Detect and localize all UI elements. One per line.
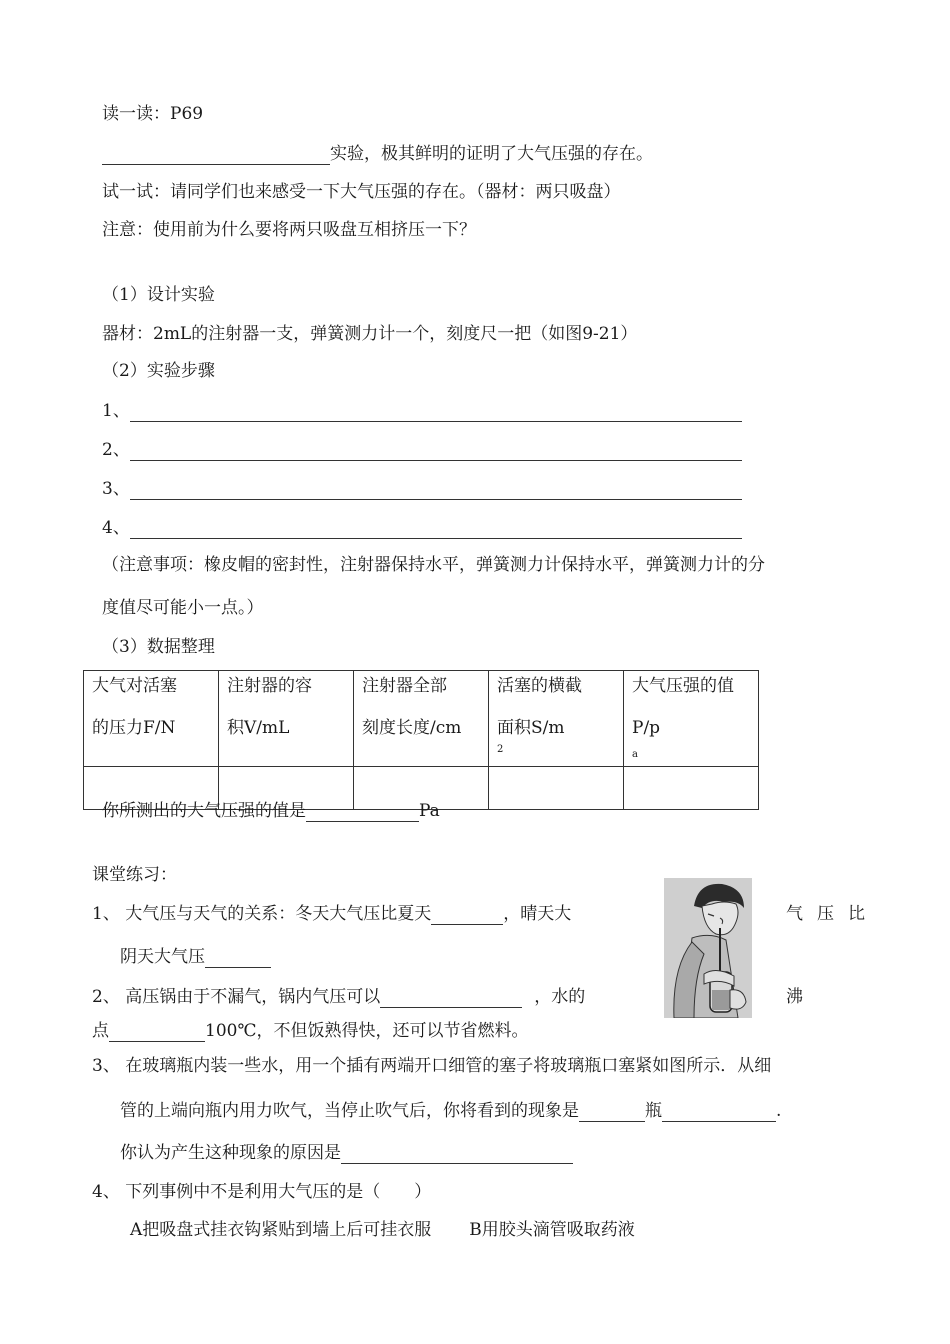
q3-line-3: 你认为产生这种现象的原因是	[120, 1142, 573, 1164]
try-line	[102, 181, 621, 203]
experiment-text: 实验，极其鲜明的证明了大气压强的存在。	[330, 144, 653, 164]
step-2-label: 2、	[102, 440, 130, 460]
step-1	[102, 400, 742, 422]
step-3	[102, 478, 742, 500]
exercise-heading	[92, 864, 177, 886]
design-heading	[102, 284, 215, 306]
q1-blank-2[interactable]	[205, 949, 271, 968]
table-header-row	[84, 671, 759, 767]
data-title-text: （3）数据整理	[102, 637, 215, 657]
q4-option-b[interactable]: B用胶头滴管吸取药液	[469, 1220, 635, 1240]
cell-pressure[interactable]	[624, 767, 759, 810]
step-3-blank[interactable]	[130, 481, 742, 500]
step-4-label: 4、	[102, 518, 130, 538]
steps-title-text: （2）实验步骤	[102, 361, 215, 381]
q2-line-1: 2、 高压锅由于不漏气，锅内气压可以 ，水的	[92, 987, 586, 1007]
q3-line-1: 3、 在玻璃瓶内装一些水，用一个插有两端开口细管的塞子将玻璃瓶口塞紧如图所示．从细	[92, 1056, 772, 1076]
step-4-blank[interactable]	[130, 520, 742, 539]
q1-line-2: 阴天大气压	[120, 946, 271, 968]
read-text: 读一读：P69	[102, 104, 204, 124]
q3-line-2: 管的上端向瓶内用力吹气，当停止吹气后，你将看到的现象是 瓶 .	[120, 1101, 782, 1121]
experiment-blank[interactable]	[102, 146, 330, 165]
q1-tail: 气压比	[786, 904, 879, 924]
q2-blank-1[interactable]	[380, 989, 522, 1008]
boy-blowing-bottle-illustration	[664, 878, 752, 1018]
steps-heading	[102, 360, 215, 382]
measured-blank[interactable]	[306, 803, 419, 822]
data-table	[83, 670, 759, 810]
design-text: （1）设计实验	[102, 285, 215, 305]
q3-blank-2[interactable]	[662, 1103, 776, 1122]
step-4	[102, 517, 742, 539]
header-force: 大气对活塞 的压力F/N	[84, 671, 219, 767]
caution-text-1: （注意事项：橡皮帽的密封性，注射器保持水平，弹簧测力计保持水平，弹簧测力计的分	[102, 555, 765, 575]
cell-area[interactable]	[489, 767, 624, 810]
q2-tail: 沸	[786, 987, 803, 1007]
q2-line-2: 点 100℃，不但饭熟得快，还可以节省燃料。	[92, 1021, 529, 1041]
experiment-line	[102, 143, 653, 165]
q1-blank-1[interactable]	[431, 906, 503, 925]
exercise-title-text: 课堂练习：	[92, 865, 177, 885]
materials-line	[102, 323, 637, 345]
measured-unit: Pa	[419, 801, 440, 821]
caution-text-2: 度值尽可能小一点。）	[102, 598, 264, 618]
q4-option-a[interactable]: A把吸盘式挂衣钩紧贴到墙上后可挂衣服	[130, 1220, 432, 1240]
read-line	[102, 103, 203, 125]
header-length: 注射器全部 刻度长度/cm	[354, 671, 489, 767]
header-volume: 注射器的容 积V/mL	[219, 671, 354, 767]
data-heading	[102, 636, 215, 658]
q1-line-1: 1、 大气压与天气的关系：冬天大气压比夏天 ，晴天大	[92, 904, 572, 924]
caution-line-1	[102, 554, 765, 576]
header-area: 活塞的横截 面积S/m $^2$	[489, 671, 624, 767]
step-1-blank[interactable]	[130, 403, 742, 422]
step-3-label: 3、	[102, 479, 130, 499]
step-2-blank[interactable]	[130, 442, 742, 461]
caution-line-2	[102, 597, 264, 619]
try-text: 试一试：请同学们也来感受一下大气压强的存在。（器材：两只吸盘）	[102, 182, 621, 202]
measured-text: 你所测出的大气压强的值是	[102, 801, 306, 821]
q3-blank-3[interactable]	[341, 1145, 573, 1164]
note-text: 注意：使用前为什么要将两只吸盘互相挤压一下？	[102, 220, 476, 240]
step-2	[102, 439, 742, 461]
measured-line	[102, 800, 440, 822]
q3-blank-1[interactable]	[579, 1103, 645, 1122]
header-pressure: 大气压强的值 P/p $_a$	[624, 671, 759, 767]
note-line	[102, 219, 476, 241]
q4-options	[130, 1219, 635, 1241]
materials-text: 器材：2mL的注射器一支，弹簧测力计一个，刻度尺一把（如图9-21）	[102, 324, 638, 344]
step-1-label: 1、	[102, 401, 130, 421]
q2-blank-2[interactable]	[109, 1023, 205, 1042]
q4-line: 4、 下列事例中不是利用大气压的是（ ）	[92, 1182, 432, 1202]
